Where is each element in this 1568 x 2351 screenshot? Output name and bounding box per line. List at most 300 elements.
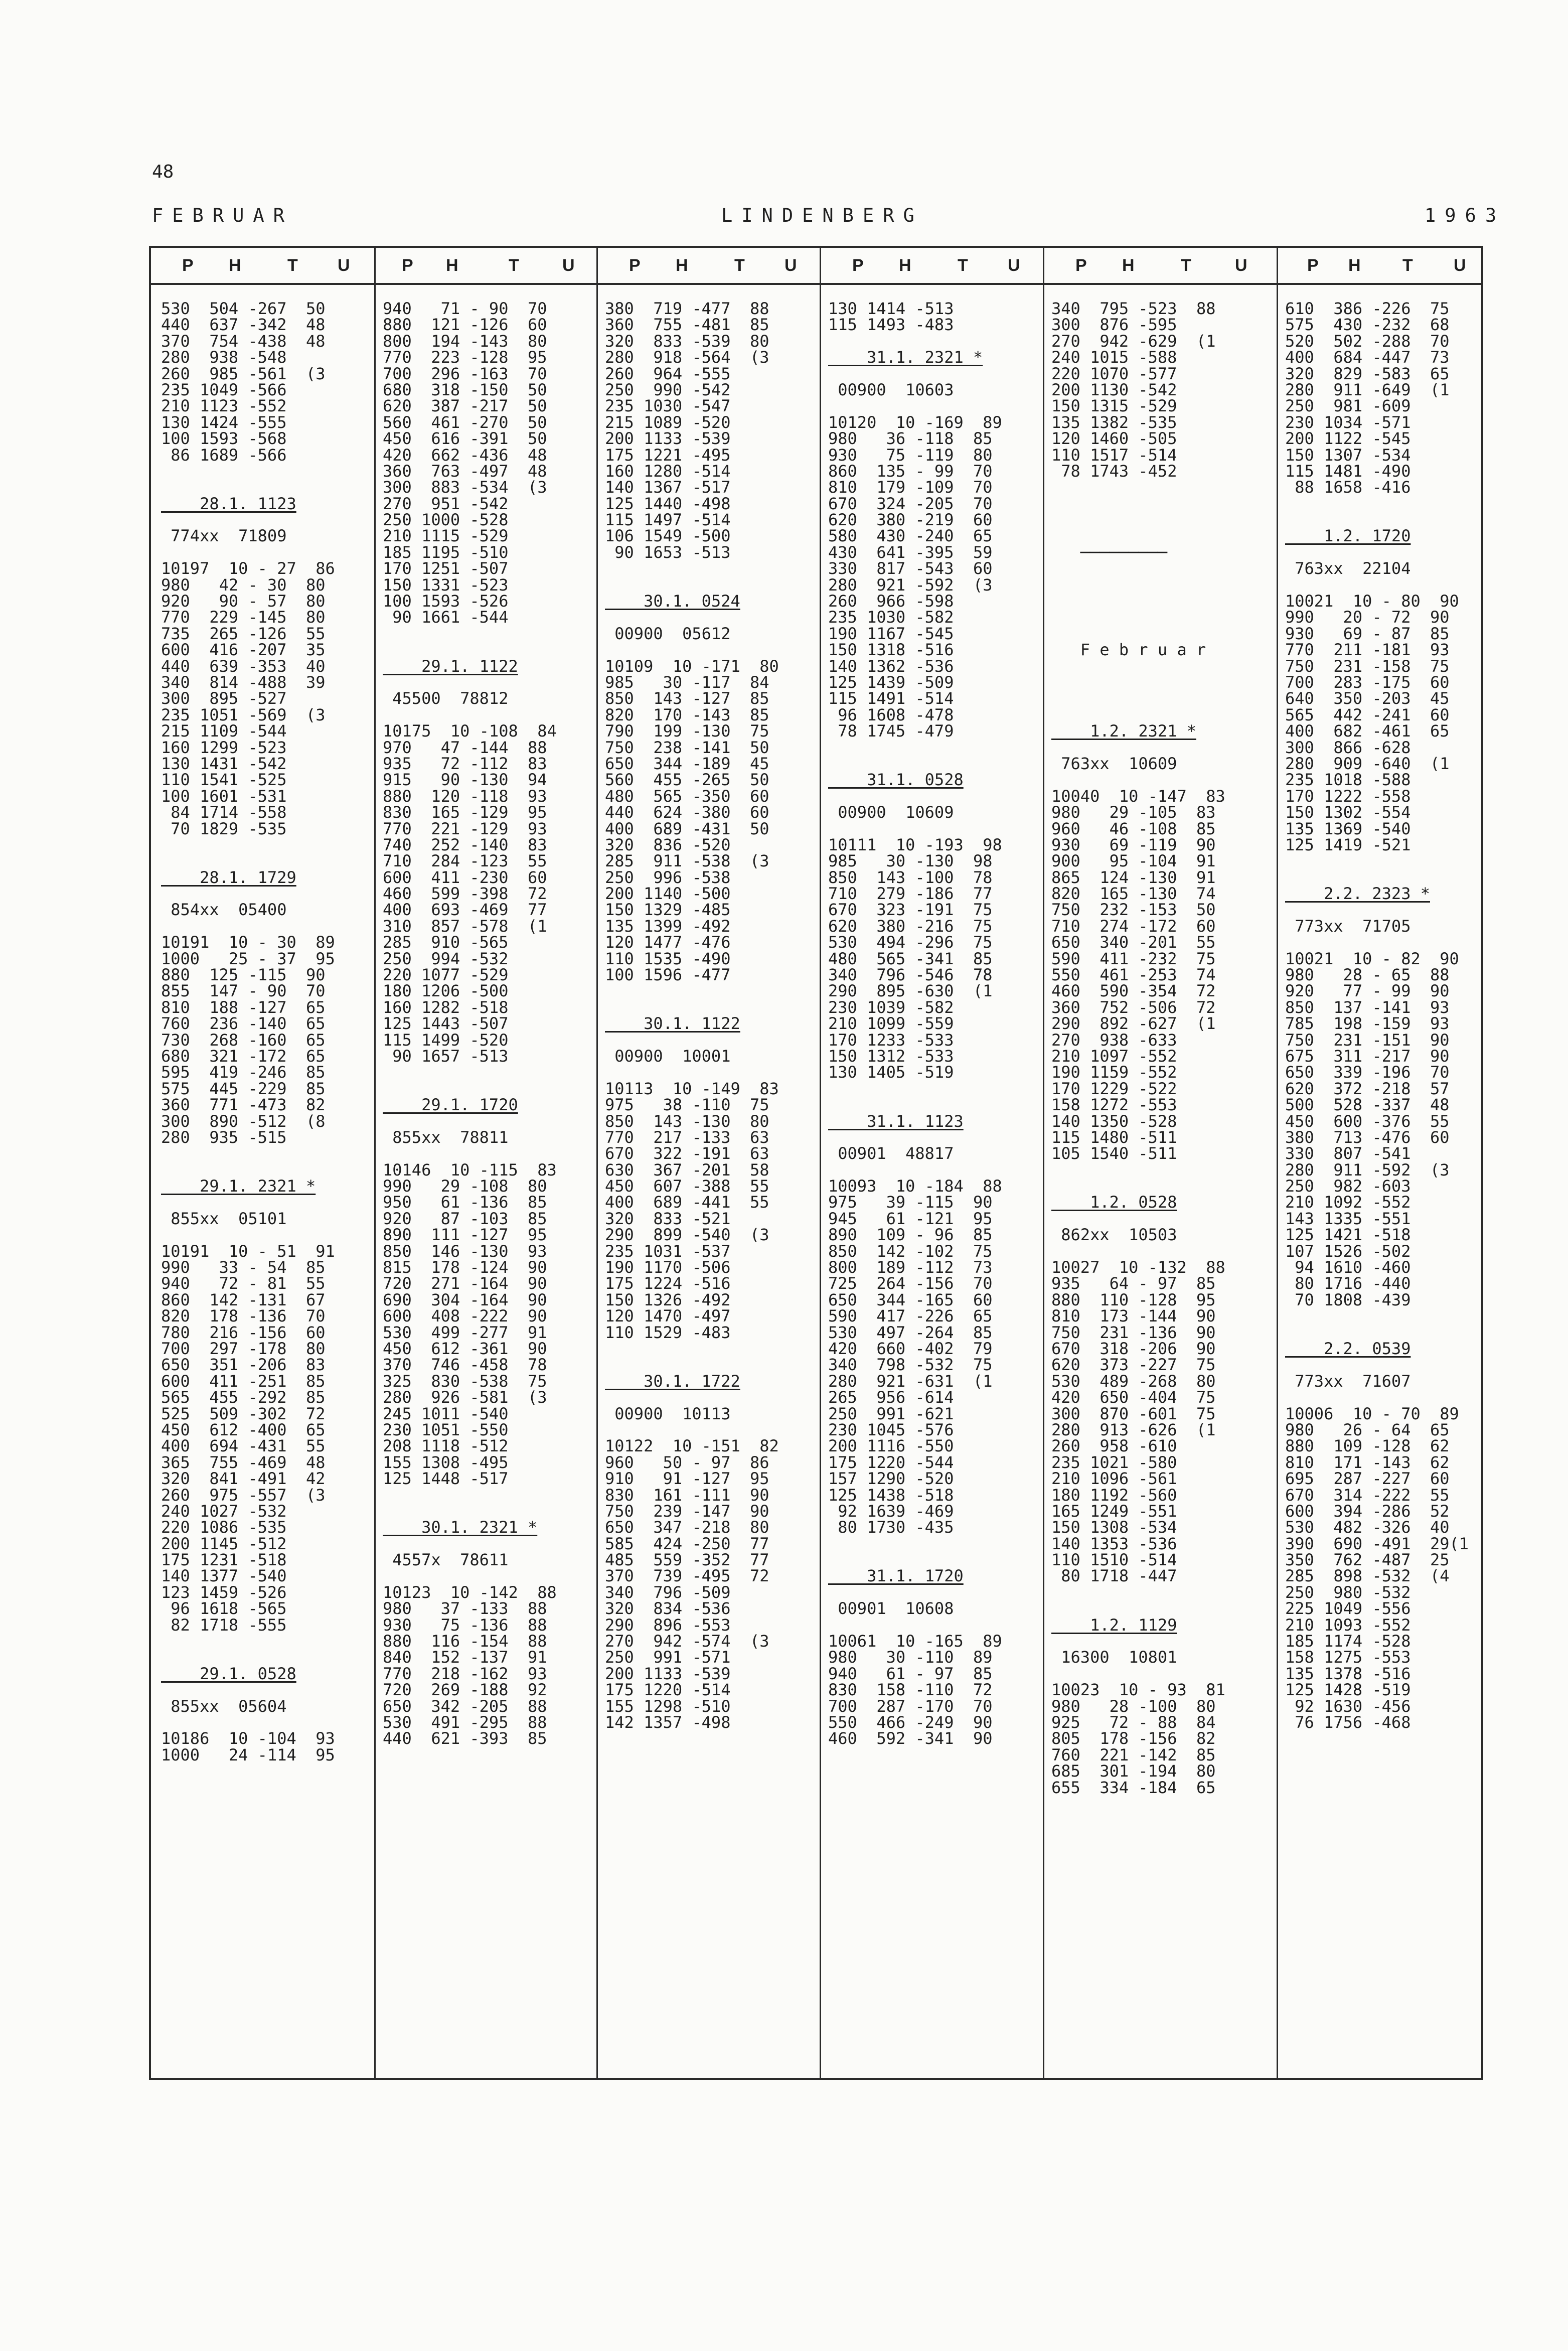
table-row: 980 28 - 65 88 <box>1285 965 1450 985</box>
data-table <box>149 246 1483 2080</box>
table-row: 940 72 - 81 55 <box>161 1274 326 1293</box>
table-row: 300 883 -534 (3 <box>383 478 547 497</box>
table-row: 250 990 -542 <box>605 380 731 399</box>
table-row: 800 189 -112 73 <box>828 1258 993 1277</box>
table-row: 00901 10608 <box>828 1599 954 1619</box>
column-header-p: P <box>852 256 864 275</box>
table-row: 680 321 -172 65 <box>161 1046 326 1066</box>
table-row: 260 966 -598 <box>828 592 954 611</box>
table-row: 235 1031 -537 <box>605 1241 731 1261</box>
table-row <box>383 1081 596 1097</box>
table-row: 685 301 -194 80 <box>1051 1761 1216 1781</box>
table-row: 110 1535 -490 <box>605 949 731 968</box>
table-row <box>828 821 1043 837</box>
sounding-heading: 29.1. 0528 <box>161 1664 296 1683</box>
table-row <box>383 1145 596 1161</box>
table-row: 485 559 -352 77 <box>605 1550 769 1570</box>
table-row: 86 1689 -566 <box>161 445 287 465</box>
table-row: 880 125 -115 90 <box>161 965 326 985</box>
table-row: 750 238 -141 50 <box>605 738 769 757</box>
table-row <box>1051 1600 1277 1617</box>
table-row <box>161 918 374 934</box>
table-row: 240 1027 -532 <box>161 1501 287 1521</box>
table-row: 970 47 -144 88 <box>383 738 547 757</box>
table-row: 250 982 -603 <box>1285 1177 1411 1196</box>
table-row: 10146 10 -115 83 <box>383 1160 557 1180</box>
column-header-u: U <box>1454 256 1466 275</box>
table-row <box>1051 707 1277 723</box>
table-row <box>605 1032 820 1048</box>
table-row: 280 926 -581 (3 <box>383 1388 547 1407</box>
table-row: 170 1233 -533 <box>828 1030 954 1050</box>
table-row: 235 1049 -566 <box>161 380 287 399</box>
table-row: 82 1718 -555 <box>161 1615 287 1635</box>
table-row: 100 1593 -526 <box>383 592 509 611</box>
sounding-heading: 30.1. 0524 <box>605 592 740 611</box>
table-row: 4557x 78611 <box>383 1550 509 1570</box>
table-row: 280 921 -592 (3 <box>828 575 993 595</box>
table-row: 865 124 -130 91 <box>1051 867 1216 887</box>
table-row: 94 1610 -460 <box>1285 1258 1411 1277</box>
table-row <box>828 1097 1043 1113</box>
table-row: 10027 10 -132 88 <box>1051 1258 1225 1277</box>
sounding-heading: 1.2. 1129 <box>1051 1615 1177 1635</box>
column-header <box>1278 248 1481 285</box>
table-row <box>828 1129 1043 1145</box>
table-row: 670 318 -206 90 <box>1051 1339 1216 1358</box>
table-row: 170 1229 -522 <box>1051 1079 1177 1098</box>
table-row: 150 1331 -523 <box>383 575 509 595</box>
header-year: 1963 <box>1425 205 1506 226</box>
table-row: 850 142 -102 75 <box>828 1241 993 1261</box>
table-row: 215 1109 -544 <box>161 721 287 741</box>
table-row: 770 223 -128 95 <box>383 348 547 367</box>
table-row: 700 297 -178 80 <box>161 1339 326 1358</box>
table-row: 530 504 -267 50 <box>161 299 326 318</box>
table-row: 810 173 -144 90 <box>1051 1306 1216 1326</box>
table-row: 175 1224 -516 <box>605 1274 731 1293</box>
table-row <box>828 788 1043 804</box>
table-row <box>383 707 596 723</box>
table-row: 270 942 -629 (1 <box>1051 331 1216 351</box>
sounding-heading: 28.1. 1729 <box>161 867 296 887</box>
table-row: 10122 10 -151 82 <box>605 1436 779 1456</box>
table-row: 760 236 -140 65 <box>161 1014 326 1034</box>
table-row: 695 287 -227 60 <box>1285 1469 1450 1489</box>
table-row: 200 1116 -550 <box>828 1436 954 1456</box>
table-row <box>828 1536 1043 1552</box>
table-row: 125 1443 -507 <box>383 1014 509 1034</box>
table-row: 200 1122 -545 <box>1285 429 1411 449</box>
table-row: 175 1220 -544 <box>828 1452 954 1472</box>
table-row: 16300 10801 <box>1051 1648 1177 1667</box>
table-row: 250 980 -532 <box>1285 1582 1411 1602</box>
table-row: 450 616 -391 50 <box>383 429 547 449</box>
table-row: 107 1526 -502 <box>1285 1241 1411 1261</box>
table-row <box>828 398 1043 414</box>
table-row: 815 178 -124 90 <box>383 1258 547 1277</box>
table-row: 530 482 -326 40 <box>1285 1518 1450 1537</box>
column-header-h: H <box>1348 256 1361 275</box>
column-header-h: H <box>899 256 911 275</box>
table-row: 900 95 -104 91 <box>1051 851 1216 871</box>
table-row: 115 1497 -514 <box>605 510 731 530</box>
table-row: 880 120 -118 93 <box>383 786 547 806</box>
sounding-heading: 31.1. 1123 <box>828 1111 964 1131</box>
table-row: 210 1097 -552 <box>1051 1046 1177 1066</box>
table-row: 370 746 -458 78 <box>383 1355 547 1375</box>
table-row: 155 1308 -495 <box>383 1452 509 1472</box>
table-row: 890 109 - 96 85 <box>828 1225 993 1245</box>
table-row: 850 143 -100 78 <box>828 867 993 887</box>
table-row <box>1285 577 1481 593</box>
table-row: 580 430 -240 65 <box>828 526 993 546</box>
table-row: 320 833 -539 80 <box>605 331 769 351</box>
column-header-u: U <box>1235 256 1247 275</box>
table-row: 96 1618 -565 <box>161 1599 287 1619</box>
sounding-heading: 29.1. 1720 <box>383 1095 518 1115</box>
table-row <box>161 463 374 479</box>
table-row: 150 1302 -554 <box>1285 803 1411 822</box>
column-header-t: T <box>734 256 745 275</box>
table-row: 00901 48817 <box>828 1144 954 1163</box>
column-header-p: P <box>182 256 194 275</box>
table-row: 945 61 -121 95 <box>828 1209 993 1228</box>
table-row: 720 269 -188 92 <box>383 1680 547 1700</box>
table-row <box>828 1081 1043 1097</box>
table-row: 260 964 -555 <box>605 364 731 383</box>
table-row: 00900 10603 <box>828 380 954 399</box>
table-row: 790 199 -130 75 <box>605 721 769 741</box>
table-row: 750 231 -158 75 <box>1285 656 1450 676</box>
table-row <box>1051 674 1277 690</box>
table-row: 860 135 - 99 70 <box>828 461 993 481</box>
table-row: 360 755 -481 85 <box>605 315 769 335</box>
column-header-t: T <box>287 256 298 275</box>
table-row: 125 1448 -517 <box>383 1469 509 1489</box>
table-row: 135 1382 -535 <box>1051 412 1177 432</box>
table-row: 940 61 - 97 85 <box>828 1664 993 1683</box>
table-row: 185 1195 -510 <box>383 542 509 562</box>
table-row: 175 1231 -518 <box>161 1550 287 1570</box>
column-header-u: U <box>562 256 575 275</box>
table-row: 763xx 10609 <box>1051 754 1177 773</box>
table-row: 930 69 - 87 85 <box>1285 624 1450 643</box>
table-row: 595 419 -246 85 <box>161 1063 326 1082</box>
table-row <box>605 1357 820 1373</box>
table-row: 150 1308 -534 <box>1051 1518 1177 1537</box>
table-row: 200 1130 -542 <box>1051 380 1177 399</box>
table-row <box>1051 772 1277 788</box>
table-row: 340 814 -488 39 <box>161 672 326 692</box>
table-row: 300 866 -628 <box>1285 738 1411 757</box>
table-row: 785 198 -159 93 <box>1285 1014 1450 1034</box>
table-row: 340 796 -546 78 <box>828 965 993 985</box>
table-row: 110 1517 -514 <box>1051 445 1177 465</box>
table-row <box>605 1064 820 1080</box>
table-row: 370 754 -438 48 <box>161 331 326 351</box>
table-row: 150 1312 -533 <box>828 1046 954 1066</box>
table-row: 235 1051 -569 (3 <box>161 705 326 724</box>
table-row: 270 951 -542 <box>383 494 509 513</box>
table-row <box>1051 528 1277 544</box>
table-row <box>1285 1357 1481 1373</box>
table-row: 10023 10 - 93 81 <box>1051 1680 1225 1700</box>
table-row: 700 283 -175 60 <box>1285 672 1450 692</box>
table-row: 250 991 -621 <box>828 1404 954 1423</box>
table-row: 10191 10 - 30 89 <box>161 933 335 952</box>
table-row <box>383 1064 596 1080</box>
table-row: 125 1438 -518 <box>828 1485 954 1505</box>
table-row: 10006 10 - 70 89 <box>1285 1404 1459 1423</box>
table-row: 925 72 - 88 84 <box>1051 1712 1216 1732</box>
table-row: 10197 10 - 27 86 <box>161 559 335 578</box>
table-row: 200 1133 -539 <box>605 429 731 449</box>
table-row: 600 411 -251 85 <box>161 1371 326 1391</box>
table-row <box>605 577 820 593</box>
table-row: 125 1439 -509 <box>828 672 954 692</box>
table-row: 360 763 -497 48 <box>383 461 547 481</box>
table-row: 860 142 -131 67 <box>161 1290 326 1309</box>
table-row: 640 350 -203 45 <box>1285 689 1450 708</box>
table-row <box>605 1341 820 1357</box>
table-row: 285 898 -532 (4 <box>1285 1566 1450 1586</box>
table-row: 125 1440 -498 <box>605 494 731 513</box>
table-row: 365 755 -469 48 <box>161 1452 326 1472</box>
table-row: 670 314 -222 55 <box>1285 1485 1450 1505</box>
table-row: 920 87 -103 85 <box>383 1209 547 1228</box>
table-row <box>1285 853 1481 869</box>
table-row <box>1051 690 1277 706</box>
table-row: 00900 05612 <box>605 624 731 643</box>
table-row: 10191 10 - 51 91 <box>161 1241 335 1261</box>
table-row: 920 90 - 57 80 <box>161 592 326 611</box>
table-row: 180 1192 -560 <box>1051 1485 1177 1505</box>
table-row: 230 1034 -571 <box>1285 412 1411 432</box>
table-row: 265 956 -614 <box>828 1388 954 1407</box>
table-row: 770 221 -129 93 <box>383 819 547 838</box>
table-row: 690 304 -164 90 <box>383 1290 547 1309</box>
table-row: 725 264 -156 70 <box>828 1274 993 1293</box>
table-row: 175 1220 -514 <box>605 1680 731 1700</box>
table-row: 10123 10 -142 88 <box>383 1582 557 1602</box>
table-row: 620 372 -218 57 <box>1285 1079 1450 1098</box>
table-row: 10111 10 -193 98 <box>828 835 1002 854</box>
table-row: 130 1424 -555 <box>161 412 287 432</box>
table-row <box>1285 1308 1481 1324</box>
column-3 <box>596 248 820 2078</box>
table-row: 330 817 -543 60 <box>828 559 993 578</box>
table-row: 600 411 -230 60 <box>383 867 547 887</box>
table-row: 210 1096 -561 <box>1051 1469 1177 1489</box>
table-row: 235 1021 -580 <box>1051 1452 1177 1472</box>
table-row: 770 218 -162 93 <box>383 1664 547 1683</box>
table-row: 610 386 -226 75 <box>1285 299 1450 318</box>
table-row: 650 344 -165 60 <box>828 1290 993 1309</box>
table-row <box>161 1714 374 1730</box>
table-row: 80 1730 -435 <box>828 1518 954 1537</box>
column-5 <box>1043 248 1277 2078</box>
column-header-h: H <box>446 256 458 275</box>
table-row: 750 232 -153 50 <box>1051 900 1216 920</box>
table-row: 340 796 -509 <box>605 1582 731 1602</box>
table-row: 820 178 -136 70 <box>161 1306 326 1326</box>
column-header <box>1044 248 1277 285</box>
table-row: 115 1480 -511 <box>1051 1127 1177 1147</box>
table-row: 590 411 -232 75 <box>1051 949 1216 968</box>
table-row <box>383 674 596 690</box>
table-row: 935 72 -112 83 <box>383 754 547 773</box>
table-row <box>1285 544 1481 560</box>
table-row: 250 1000 -528 <box>383 510 509 530</box>
table-row: 620 387 -217 50 <box>383 396 547 416</box>
table-row: 750 231 -136 90 <box>1051 1323 1216 1342</box>
table-row: 450 600 -376 55 <box>1285 1111 1450 1131</box>
table-row: 940 71 - 90 70 <box>383 299 547 318</box>
table-row: 130 1431 -542 <box>161 754 287 773</box>
table-row: 800 194 -143 80 <box>383 331 547 351</box>
table-row: 180 1206 -500 <box>383 981 509 1001</box>
table-row: 880 109 -128 62 <box>1285 1436 1450 1456</box>
table-row: 530 494 -296 75 <box>828 933 993 952</box>
table-row: 130 1405 -519 <box>828 1063 954 1082</box>
table-row: 750 239 -147 90 <box>605 1501 769 1521</box>
table-row: 320 833 -521 <box>605 1209 731 1228</box>
table-row <box>605 560 820 576</box>
table-row: 150 1318 -516 <box>828 640 954 660</box>
table-row: 980 42 - 30 80 <box>161 575 326 595</box>
table-row: 45500 78812 <box>383 689 509 708</box>
table-row: 235 1030 -547 <box>605 396 731 416</box>
table-row: 280 909 -640 (1 <box>1285 754 1450 773</box>
table-row: 235 1030 -582 <box>828 608 954 627</box>
table-row: F e b r u a r <box>1051 640 1206 660</box>
table-row <box>383 626 596 642</box>
table-row <box>1285 496 1481 512</box>
table-row: 500 528 -337 48 <box>1285 1095 1450 1115</box>
table-row: 773xx 71705 <box>1285 916 1411 936</box>
table-row <box>161 1194 374 1210</box>
table-row: 00900 10609 <box>828 803 954 822</box>
table-row: 850 143 -127 85 <box>605 689 769 708</box>
table-row: 575 430 -232 68 <box>1285 315 1450 335</box>
table-row: 220 1077 -529 <box>383 965 509 985</box>
table-row: 10061 10 -165 89 <box>828 1632 1002 1651</box>
table-row: 300 890 -512 (8 <box>161 1111 326 1131</box>
table-row: 350 762 -487 25 <box>1285 1550 1450 1570</box>
table-row: 930 69 -119 90 <box>1051 835 1216 854</box>
table-row <box>605 999 820 1015</box>
table-row <box>383 642 596 658</box>
table-row: 450 612 -400 65 <box>161 1420 326 1439</box>
column-header-t: T <box>509 256 519 275</box>
table-row: 830 165 -129 95 <box>383 803 547 822</box>
table-row <box>828 1617 1043 1633</box>
table-row: 920 77 - 99 90 <box>1285 981 1450 1001</box>
table-row: 115 1499 -520 <box>383 1030 509 1050</box>
table-row: 450 607 -388 55 <box>605 1177 769 1196</box>
table-row: 320 836 -520 <box>605 835 731 854</box>
table-row: 430 641 -395 59 <box>828 542 993 562</box>
column-1 <box>151 248 374 2078</box>
table-row: 600 416 -207 35 <box>161 640 326 660</box>
table-row <box>161 1633 374 1649</box>
table-row <box>161 1162 374 1178</box>
table-row <box>1285 1389 1481 1405</box>
column-6 <box>1277 248 1481 2078</box>
table-row: 155 1298 -510 <box>605 1696 731 1716</box>
table-row: 10175 10 -108 84 <box>383 721 557 741</box>
table-row: 70 1829 -535 <box>161 819 287 838</box>
table-row: 655 334 -184 65 <box>1051 1778 1216 1797</box>
table-row: 520 502 -288 70 <box>1285 331 1450 351</box>
table-row: 880 121 -126 60 <box>383 315 547 335</box>
table-row: 960 50 - 97 86 <box>605 1452 769 1472</box>
table-row: 650 351 -206 83 <box>161 1355 326 1375</box>
table-row: 78 1745 -479 <box>828 721 954 741</box>
table-row: 620 380 -216 75 <box>828 916 993 936</box>
table-row: 770 229 -145 80 <box>161 608 326 627</box>
table-row <box>605 983 820 999</box>
table-row: 600 394 -286 52 <box>1285 1501 1450 1521</box>
table-row: 805 178 -156 82 <box>1051 1729 1216 1748</box>
table-row: 300 870 -601 75 <box>1051 1404 1216 1423</box>
table-row: 530 499 -277 91 <box>383 1323 547 1342</box>
table-row: 190 1167 -545 <box>828 624 954 643</box>
table-row: 380 719 -477 88 <box>605 299 769 318</box>
table-row: 00900 10113 <box>605 1404 731 1423</box>
table-row: 110 1510 -514 <box>1051 1550 1177 1570</box>
table-row <box>161 837 374 853</box>
table-row: 854xx 05400 <box>161 900 287 920</box>
table-row: 985 30 -117 84 <box>605 672 769 692</box>
table-row: 370 739 -495 72 <box>605 1566 769 1586</box>
column-header-u: U <box>1008 256 1020 275</box>
table-row: 980 26 - 64 65 <box>1285 1420 1450 1439</box>
table-row: 850 143 -130 80 <box>605 1111 769 1131</box>
table-row: 325 830 -538 75 <box>383 1371 547 1391</box>
table-row: 980 29 -105 83 <box>1051 803 1216 822</box>
table-row: 980 36 -118 85 <box>828 429 993 449</box>
column-header-u: U <box>338 256 350 275</box>
table-row: 90 1653 -513 <box>605 542 731 562</box>
table-row: 855xx 05101 <box>161 1209 287 1228</box>
table-row <box>828 756 1043 772</box>
table-row: 120 1477 -476 <box>605 933 731 952</box>
table-row: 320 829 -583 65 <box>1285 364 1450 383</box>
table-row: 280 938 -548 <box>161 348 287 367</box>
sounding-heading: 2.2. 2323 * <box>1285 884 1430 904</box>
table-row: 10021 10 - 82 90 <box>1285 949 1459 968</box>
sounding-heading: 1.2. 0528 <box>1051 1193 1177 1212</box>
table-row: 850 146 -130 93 <box>383 1241 547 1261</box>
sounding-heading: 30.1. 2321 * <box>383 1518 538 1537</box>
table-row: 680 318 -150 50 <box>383 380 547 399</box>
column-4 <box>820 248 1043 2078</box>
table-row: 340 795 -523 88 <box>1051 299 1216 318</box>
table-row: 280 935 -515 <box>161 1127 287 1147</box>
table-row: 985 30 -130 98 <box>828 851 993 871</box>
table-row: 880 116 -154 88 <box>383 1632 547 1651</box>
table-row: 10093 10 -184 88 <box>828 1177 1002 1196</box>
table-row <box>1051 479 1277 495</box>
table-row: 990 20 - 72 90 <box>1285 608 1450 627</box>
table-row: 150 1307 -534 <box>1285 445 1411 465</box>
table-row: 140 1362 -536 <box>828 656 954 676</box>
table-row <box>1051 626 1277 642</box>
table-row: 400 689 -431 50 <box>605 819 769 838</box>
table-row: 00900 10001 <box>605 1046 731 1066</box>
